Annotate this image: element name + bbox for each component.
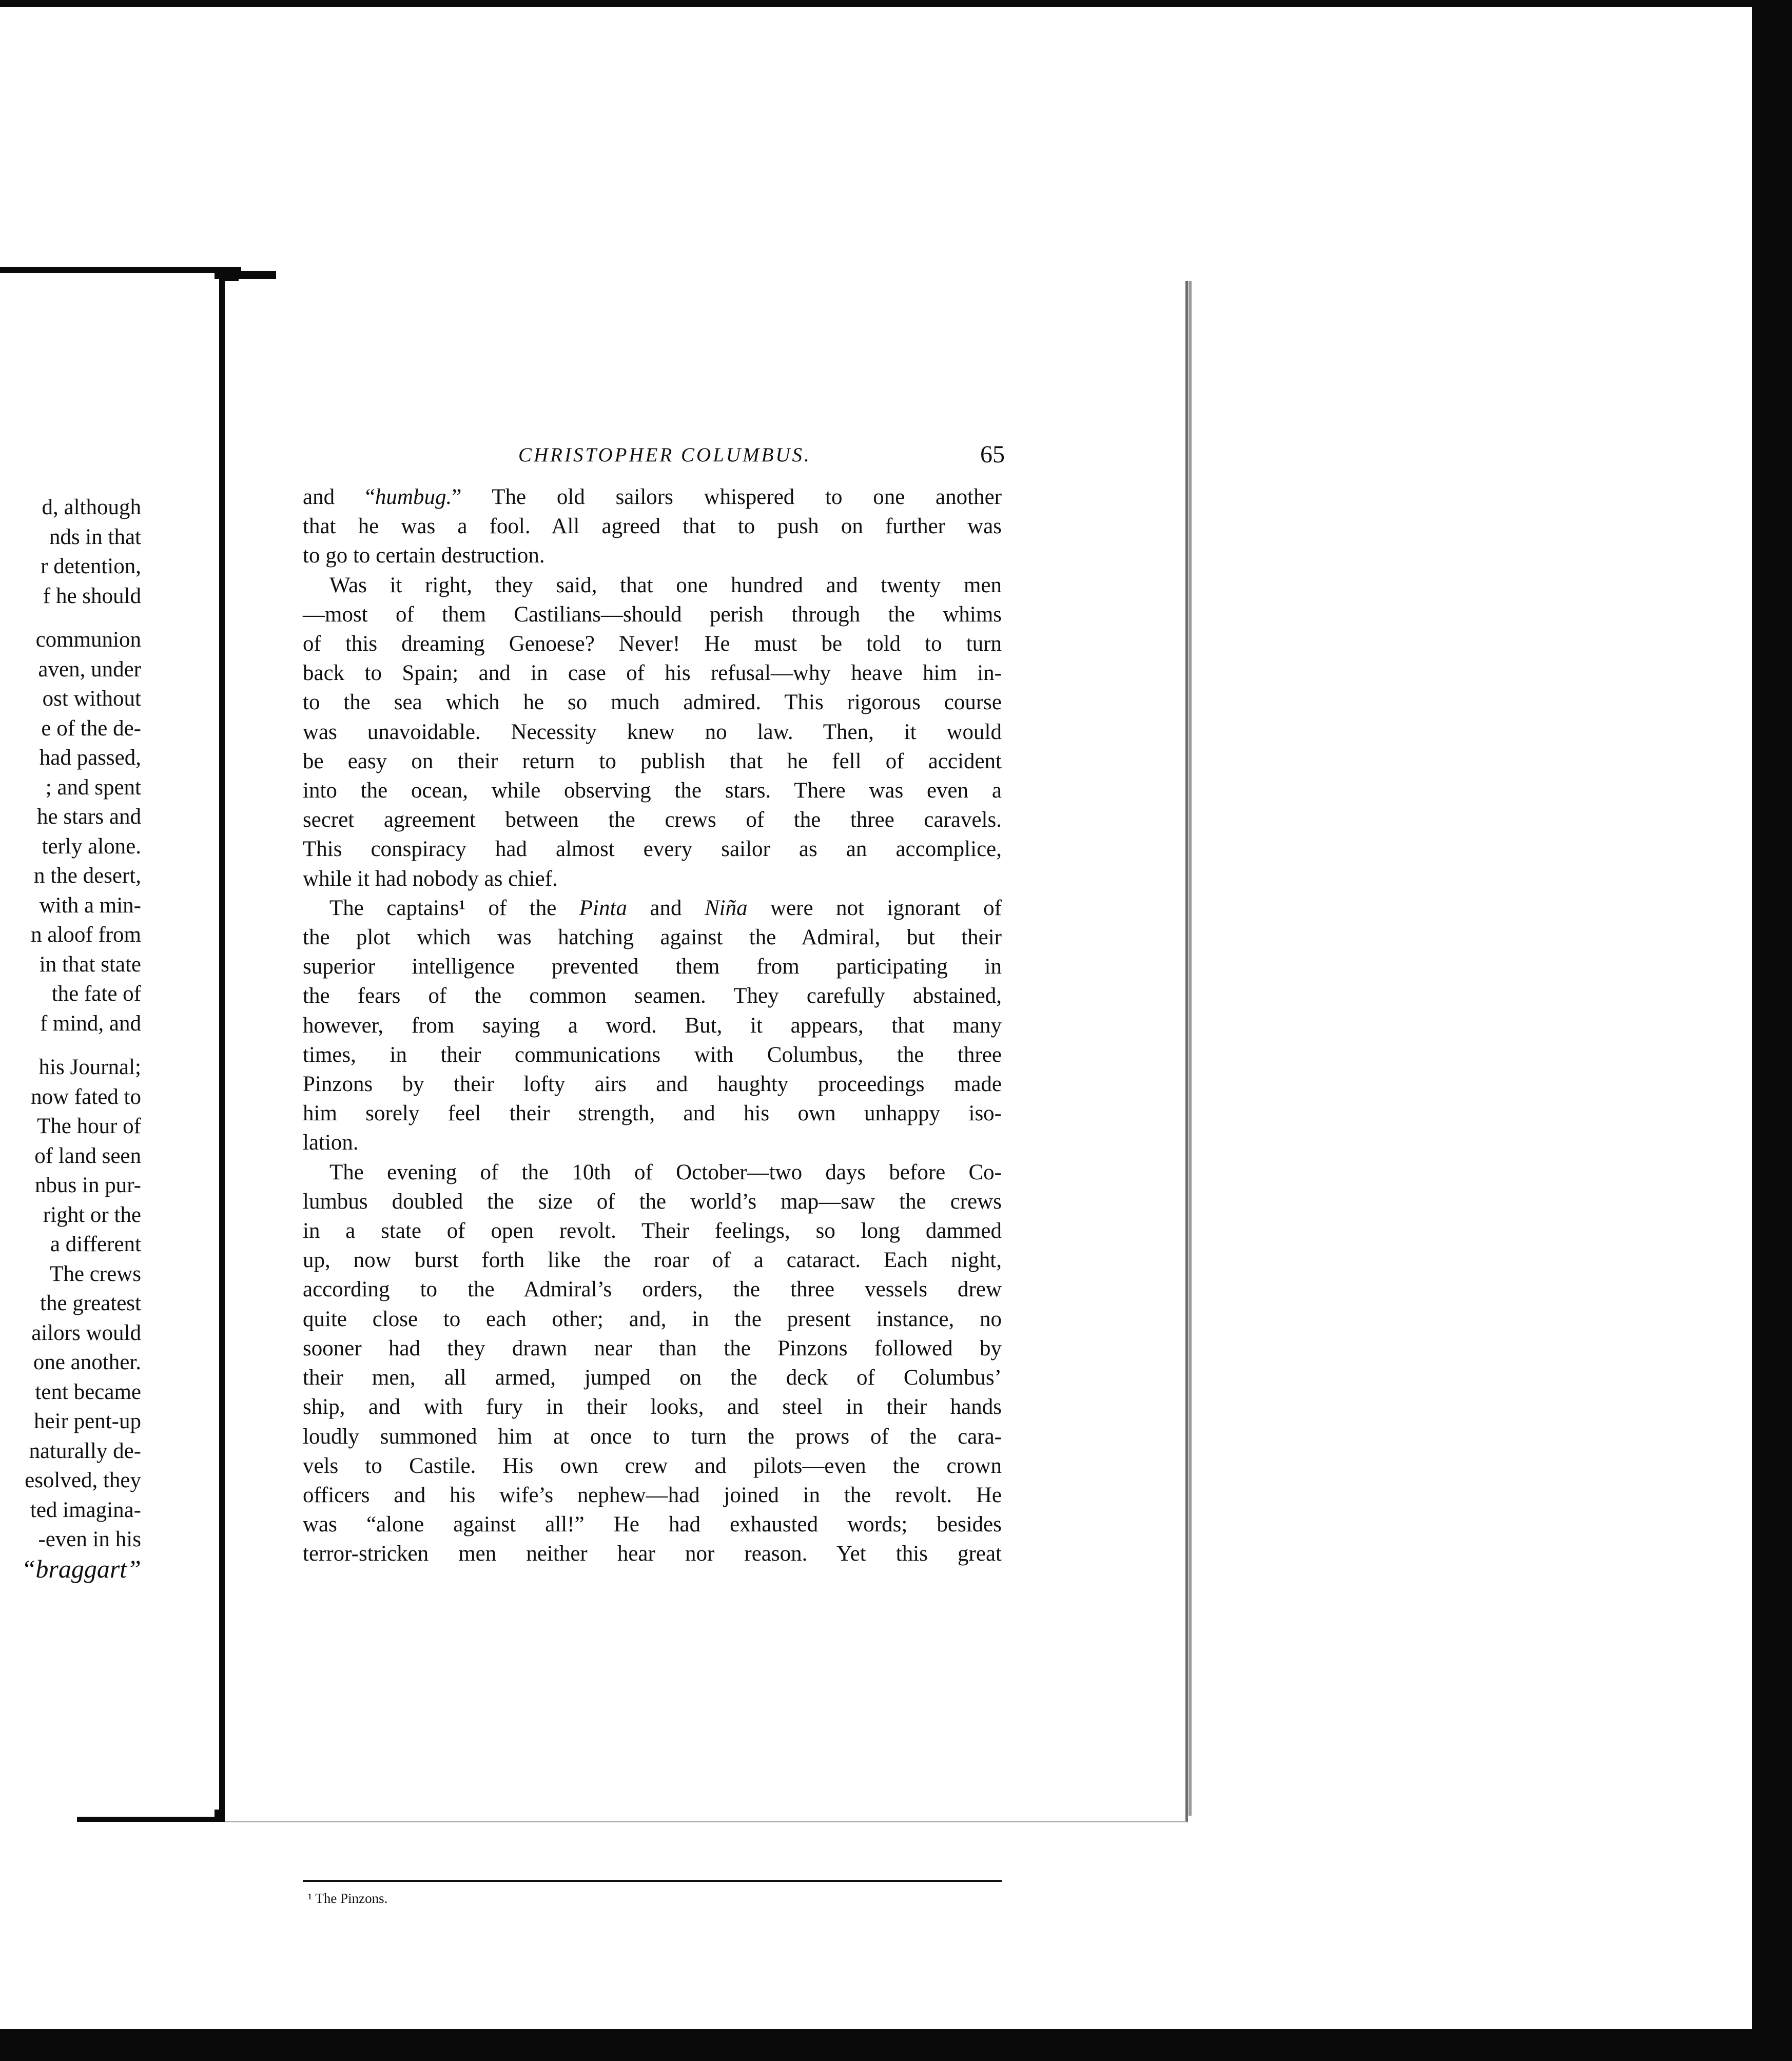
running-title: CHRISTOPHER COLUMBUS. <box>518 444 811 466</box>
left-page-line: with a min- <box>39 893 141 918</box>
text-line: back to Spain; and in case of his refusal—why heave him in- <box>303 661 1002 686</box>
text-line: lation. <box>303 1131 359 1155</box>
left-page-line: tent became <box>35 1379 141 1404</box>
text-line: lumbus doubled the size of the world’s map—saw the crews <box>303 1189 1002 1214</box>
left-page-line: r detention, <box>41 554 141 578</box>
left-page-line: “braggart” <box>21 1554 141 1583</box>
left-page-line: right or the <box>43 1202 141 1227</box>
paragraph-gap <box>0 611 141 625</box>
paragraph <box>303 482 1002 571</box>
left-page-line: nds in that <box>49 524 141 549</box>
text-line: sooner had they drawn near than the Pinzons followed by <box>303 1336 1002 1360</box>
text-line: vels to Castile. His own crew and pilots—even the crown <box>303 1453 1002 1478</box>
left-page-line: now fated to <box>31 1084 141 1109</box>
text-line: was “alone against all!” He had exhausted words; besides <box>303 1512 1002 1537</box>
left-page-line: -even in his <box>38 1527 141 1551</box>
text-line: be easy on their return to publish that he fell of accident <box>303 749 1002 773</box>
left-page-line: ost without <box>42 687 141 711</box>
running-header <box>225 443 1185 474</box>
left-page-line: of land seen <box>34 1143 141 1168</box>
right-page <box>225 281 1188 1906</box>
text-line: of this dreaming Genoese? Never! He must be told to turn <box>303 632 1002 656</box>
left-page-line: d, although <box>42 495 141 519</box>
left-page-line: one another. <box>33 1350 141 1374</box>
left-page-line: ailors would <box>31 1320 141 1345</box>
page-edge-shadow <box>1189 281 1192 1816</box>
text-line: to the sea which he so much admired. This rigorous course <box>303 690 1002 715</box>
left-page-line: n the desert, <box>34 864 141 888</box>
left-page-line: the greatest <box>40 1291 141 1315</box>
text-line: to go to certain destruction. <box>303 543 545 568</box>
left-page-line: esolved, they <box>25 1468 141 1492</box>
left-page-line: heir pent-up <box>34 1409 141 1433</box>
text-line: in a state of open revolt. Their feelings, so long dammed <box>303 1219 1002 1243</box>
text-line: their men, all armed, jumped on the deck of Columbus’ <box>303 1366 1002 1390</box>
paragraph-gap <box>0 1038 141 1053</box>
text-line: according to the Admiral’s orders, the three vessels drew <box>303 1277 1002 1302</box>
left-page-line: The crews <box>50 1261 141 1286</box>
scan-border-top <box>0 0 1792 7</box>
text-line: was unavoidable. Necessity knew no law. Then, it would <box>303 720 1002 744</box>
left-page-line: he stars and <box>37 805 141 829</box>
left-page-line: naturally de- <box>29 1438 141 1463</box>
text-line: Pinzons by their lofty airs and haughty proceedings made <box>303 1072 1002 1097</box>
scan-border-bottom <box>0 2029 1792 2061</box>
left-page-line: f mind, and <box>40 1011 141 1036</box>
left-page-line: n aloof from <box>31 923 141 947</box>
body-text <box>303 482 1002 1569</box>
paragraph <box>303 1158 1002 1569</box>
footnote: ¹ The Pinzons. <box>308 1891 388 1906</box>
text-line: terror-stricken men neither hear nor reason. Yet this great <box>303 1542 1002 1566</box>
left-page-line: terly alone. <box>42 834 141 859</box>
left-page-line: the fate of <box>51 982 141 1006</box>
left-page-line: ; and spent <box>45 775 141 800</box>
text-line: up, now burst forth like the roar of a cataract. Each night, <box>303 1248 1002 1273</box>
left-page-text <box>0 493 141 1584</box>
paragraph <box>303 893 1002 1158</box>
text-line: the plot which was hatching against the Admiral, but their <box>303 925 1002 950</box>
text-line: however, from saying a word. But, it appears, that many <box>303 1013 1002 1038</box>
text-line: quite close to each other; and, in the present instance, no <box>303 1307 1002 1331</box>
text-line: times, in their communications with Columbus, the three <box>303 1042 1002 1067</box>
paragraph <box>303 571 1002 893</box>
text-line: him sorely feel their strength, and his own unhappy iso- <box>303 1101 1002 1126</box>
left-page-line: in that state <box>39 952 141 977</box>
text-line: into the ocean, while observing the stars. There was even a <box>303 779 1002 803</box>
text-line: officers and his wife’s nephew—had joined in the revolt. He <box>303 1483 1002 1507</box>
spine-top-edge <box>0 267 241 273</box>
text-line: loudly summoned him at once to turn the prows of the cara- <box>303 1424 1002 1449</box>
text-line: secret agreement between the crews of the three caravels. <box>303 808 1002 832</box>
text-line: and “humbug.” The old sailors whispered to one another <box>303 485 1002 509</box>
text-line: the fears of the common seamen. They carefully abstained, <box>303 984 1002 1008</box>
text-line: The captains¹ of the Pinta and Niña were not ignorant of <box>329 896 1002 920</box>
text-line: —most of them Castilians—should perish through the whims <box>303 602 1002 627</box>
text-line: Was it right, they said, that one hundred and twenty men <box>329 573 1002 597</box>
left-page-line: aven, under <box>38 657 141 682</box>
spine-cap-top <box>215 271 276 279</box>
text-line: superior intelligence prevented them from participating in <box>303 955 1002 979</box>
text-line: that he was a fool. All agreed that to push on further was <box>303 514 1002 539</box>
text-line: The evening of the 10th of October—two days before Co- <box>329 1160 1002 1184</box>
page-number: 65 <box>980 441 1005 468</box>
left-page-line: his Journal; <box>38 1055 141 1079</box>
left-page-line: had passed, <box>39 746 141 770</box>
left-page-line: e of the de- <box>41 716 141 741</box>
text-line: while it had nobody as chief. <box>303 866 558 891</box>
text-line: This conspiracy had almost every sailor as an accomplice, <box>303 837 1002 862</box>
left-page-line: f he should <box>43 584 141 608</box>
left-page-line: The hour of <box>37 1114 141 1138</box>
scan-border-right <box>1752 0 1792 2061</box>
left-page-line: communion <box>35 628 141 652</box>
left-page-line: nbus in pur- <box>35 1173 141 1197</box>
footnote-rule <box>303 1880 1002 1882</box>
left-page-line: ted imagina- <box>30 1498 141 1522</box>
left-page-line: a different <box>50 1232 141 1256</box>
text-line: ship, and with fury in their looks, and steel in their hands <box>303 1395 1002 1420</box>
